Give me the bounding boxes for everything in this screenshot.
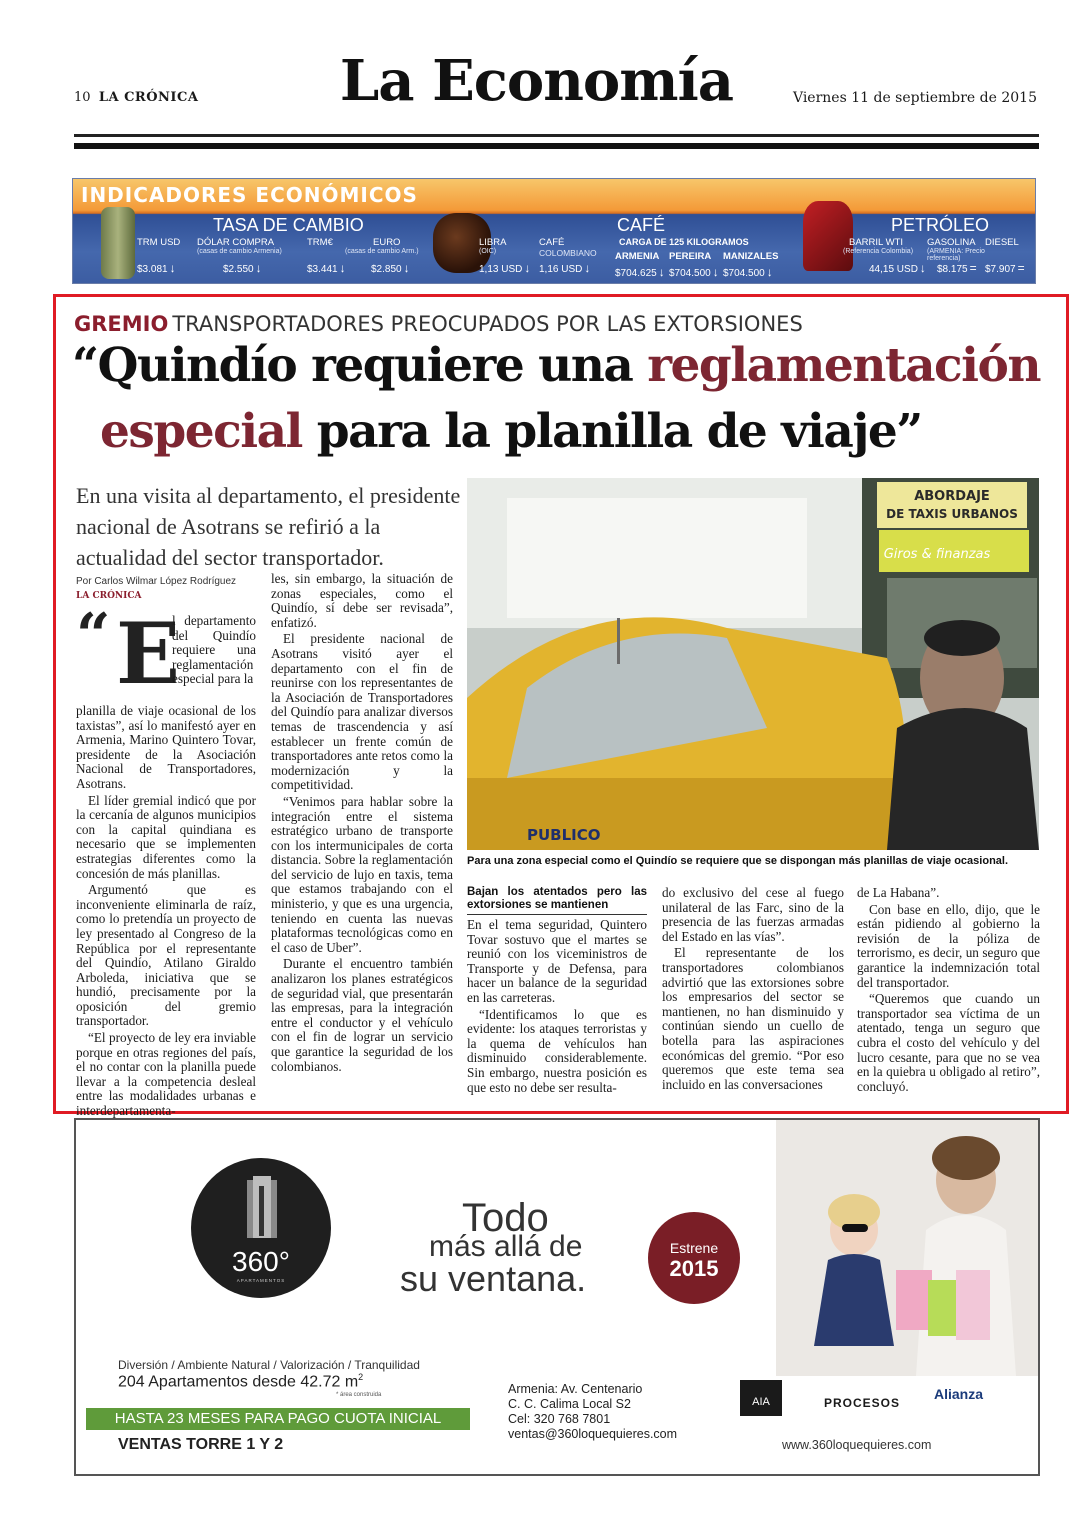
indicator-manizales: MANIZALES $704.500 ↓ (723, 251, 779, 279)
trend-down-icon: ↓ (658, 265, 665, 279)
paragraph: El presidente nacional de Asotrans visitó ayer el departamento con el fin de reunirse con los representantes de la Asociación de Transportadores del Quindío para analizar diversos temas de trascendencia y así establecer un frente común de transportadores ante retos como la modernización y la competitividad. (271, 631, 453, 793)
paragraph: “El proyecto de ley era inviable porque en otras regiones del país, el no contar con la planilla puede llevar a la competencia desleal entre las modalidades urbanas e interdepartamenta- (76, 1030, 256, 1119)
ad-address-line: C. C. Calima Local S2 (508, 1397, 631, 1411)
article-column-5 (857, 886, 1040, 1096)
indicator-dolar-compra: DÓLAR COMPRA (casas de cambio Armenia) $2.550 ↓ (197, 237, 282, 275)
indicator-pereira: PEREIRA $704.500 ↓ (669, 251, 719, 279)
indicator-diesel: DIESEL $7.907 = (985, 237, 1025, 275)
indicator-barril-wti: BARRIL WTI (Referencia Colombia) 44,15 USD ↓ (843, 237, 926, 275)
trend-down-icon: ↓ (524, 261, 531, 275)
trend-down-icon: ↓ (339, 261, 346, 275)
indicator-armenia: ARMENIA $704.625 ↓ (615, 251, 665, 279)
photo-sign-line-1: ABORDAJE (914, 489, 990, 504)
mother-daughter-shopping-photo (776, 1120, 1040, 1376)
procesos-logo: PROCESOS (824, 1396, 901, 1410)
paragraph: Durante el encuentro también analizaron los planes estratégicos de seguridad vial, que presentarán las empresas, para la integración entre el conductor y el vehículo con el fin de lograr un servicio que garantice la seguridad de los colombianos. (271, 956, 453, 1074)
ad-tagline-2: más allá de (429, 1230, 583, 1263)
article-column-1 (76, 601, 256, 1121)
header-rule (74, 134, 1039, 137)
money-roll-icon (101, 207, 135, 279)
trend-down-icon: ↓ (766, 265, 773, 279)
paragraph: do exclusivo del cese al fuego unilateral de las Farc, sino de la presencia de las fuerzas armadas del Estado en las vías”. (662, 885, 844, 944)
indicator-euro: EURO (casas de cambio Arm.) $2.850 ↓ (345, 237, 419, 275)
alianza-logo: Alianza (934, 1386, 984, 1402)
paragraph: planilla de viaje ocasional de los taxistas”, así lo manifestó ayer en Armenia, Marino Quintero Tovar, presidente de la Asociación Nacional de Transportadores, Asotrans. (76, 703, 256, 791)
ad-units-note: * área construida (336, 1392, 382, 1398)
drop-cap-letter: E (116, 604, 181, 703)
byline: Por Carlos Wilmar López Rodríguez (76, 576, 237, 587)
trend-equal-icon: = (1017, 261, 1025, 275)
ad-payment-banner: HASTA 23 MESES PARA PAGO CUOTA INICIAL (86, 1408, 470, 1430)
aia-logo: AIA (740, 1380, 782, 1416)
paragraph: les, sin embargo, la situación de zonas especiales, como el Quindío, sí debe ser revisada”, enfatizó. (271, 571, 453, 630)
lead-paragraph: En una visita al departamento, el presidente nacional de Asotrans se refirió a la actualidad del sector transportador. (76, 483, 461, 570)
ad-tagline-1: Todo (462, 1196, 549, 1240)
trend-down-icon: ↓ (403, 261, 410, 275)
paragraph: En el tema seguridad, Quintero Tovar sostuvo que el martes se reunió con los viceministros de Transporte y de Defensa, para hacer un balance de la seguridad en las carreteras. (467, 917, 647, 1005)
coffee-title: CAFÉ (617, 215, 666, 235)
building-icon (191, 1158, 331, 1248)
article-photo (467, 478, 1039, 850)
trend-down-icon: ↓ (169, 261, 176, 275)
photo-caption: Para una zona especial como el Quindío se requiere que se dispongan más planillas de viaje ocasional. (467, 855, 1009, 867)
kicker-text: TRANSPORTADORES PREOCUPADOS POR LAS EXTORSIONES (172, 312, 803, 336)
trend-down-icon: ↓ (919, 261, 926, 275)
ad-email: ventas@360loquequieres.com (508, 1427, 678, 1441)
advertisement-360-apartamentos (74, 1118, 1040, 1476)
paragraph: “Identificamos lo que es evidente: los ataques terroristas y la quema de vehículos han disminuido considerablemente. Sin embargo, nuestra posición es que esto no debe ser resulta- (467, 1006, 647, 1095)
ad-features: Diversión / Ambiente Natural / Valorización / Tranquilidad (118, 1358, 420, 1372)
headline-line-1: “Quindío requiere una reglamentación (72, 338, 1041, 393)
paragraph: El líder gremial indicó que por la cercanía de algunos municipios con la capital quindiana es necesario que se implementen estrategias diferentes como la concesión de más planillas. (76, 792, 256, 881)
ad-photo-family (776, 1120, 1040, 1376)
exchange-rate-title: TASA DE CAMBIO (213, 215, 364, 235)
ad-units: 204 Apartamentos desde 42.72 $m^2$ (118, 1372, 364, 1391)
indicator-gasolina: GASOLINA (ARMENIA: Precio referencia) $8.175 = (927, 237, 985, 275)
ad-towers: VENTAS TORRE 1 Y 2 (118, 1436, 284, 1453)
paragraph: “Venimos para hablar sobre la integración entre el sistema estratégico urbano de transporte con los intermunicipales de corta distancia. Sobre la reglamentación del servicio de lujo en taxis, tema que estamos trabajando con el ministerio, y que es una urgencia, teniendo en cuenta las nuevas plataformas tecnológicas como en el caso de Uber”. (271, 793, 453, 955)
subhead: Bajan los atentados pero las extorsiones se mantienen (467, 886, 647, 915)
ad-website: www.360loquequieres.com (782, 1438, 932, 1452)
header-rule-thick (74, 143, 1039, 149)
indicator-cafe-colombiano: CAFÉ COLOMBIANO 1,16 USD ↓ (539, 237, 597, 275)
issue-date: Viernes 11 de septiembre de 2015 (792, 90, 1037, 106)
trend-equal-icon: = (969, 261, 977, 275)
drop-cap-quote: “ (76, 601, 111, 671)
indicator-trm-usd: TRM USD $3.081 ↓ (137, 237, 181, 275)
newspaper-name: LA CRÓNICA (98, 90, 199, 105)
ad-contact-block (508, 1382, 677, 1442)
kicker (74, 312, 803, 336)
photo-car-text: PUBLICO (527, 826, 601, 844)
article-column-4 (662, 886, 844, 1094)
paragraph: El representante de los transportadores colombianos advirtió que las extorsiones sobre los empresarios del sector se mantienen, no han disminuido y continúan siendo un cuello de botella para las aspiraciones económicas del gremio. “Por eso queremos que este tema sea incluido en las conversaciones (662, 945, 844, 1092)
trend-down-icon: ↓ (255, 261, 262, 275)
paragraph: “Queremos que cuando un transportador sea víctima de un atentado, tenga un seguro que cubra el costo del vehículo y del lucro cesante, para que no se vea en la quiebra u obligado al retiro”, concluyó. (857, 991, 1040, 1094)
byline-source: LA CRÓNICA (76, 591, 142, 601)
coffee-load-note: CARGA DE 125 KILOGRAMOS (619, 237, 749, 247)
paragraph: de La Habana”. (857, 885, 940, 900)
indicator-trm-euro: TRM€ $3.441 ↓ (307, 237, 346, 275)
360-logo: 360° APARTAMENTOS (191, 1158, 331, 1298)
drop-cap-text: l departamento del Quindío requiere una reglamentación especial para la (172, 613, 256, 687)
ad-address-line: Armenia: Av. Centenario (508, 1382, 643, 1396)
kicker-label: GREMIO (74, 312, 169, 336)
indicator-libra: LIBRA (OIC) 1,13 USD ↓ (479, 237, 531, 275)
trend-down-icon: ↓ (712, 265, 719, 279)
paragraph: Argumentó que es inconveniente eliminarla de raíz, como lo pretendía un proyecto de ley presentado al Congreso de la República por el representante del Quindío, Atilano Giraldo Arboleda, iniciativa que se hundió, precisamente por la oposición del gremio transportador. (76, 882, 256, 1029)
oil-title: PETRÓLEO (891, 215, 990, 235)
headline-line-2: especial para la planilla de viaje” (100, 404, 922, 459)
paragraph: Con base en ello, dijo, que le están pidiendo al gobierno la revisión de la póliza de terrorismo, es decir, un seguro que garantice la indemnización total del transportador. (857, 901, 1040, 990)
article-column-2 (271, 572, 453, 1076)
ad-brand-logos (720, 1374, 1020, 1424)
article-column-3 (467, 886, 647, 1097)
estrene-badge: Estrene 2015 (648, 1212, 740, 1304)
drop-cap-block (76, 601, 256, 704)
taxi-station-photo (467, 478, 1039, 850)
economic-indicators-band (72, 178, 1036, 284)
indicators-title: INDICADORES ECONÓMICOS (81, 183, 418, 207)
section-title: La Economía (339, 48, 734, 114)
ad-tagline-3: su ventana. (400, 1258, 587, 1299)
ad-phone: Cel: 320 768 7801 (508, 1412, 611, 1426)
photo-sign-line-3: Giros & finanzas (883, 547, 991, 562)
page-number: 10 (74, 90, 91, 105)
trend-down-icon: ↓ (584, 261, 591, 275)
photo-sign-line-2: DE TAXIS URBANOS (886, 507, 1018, 521)
